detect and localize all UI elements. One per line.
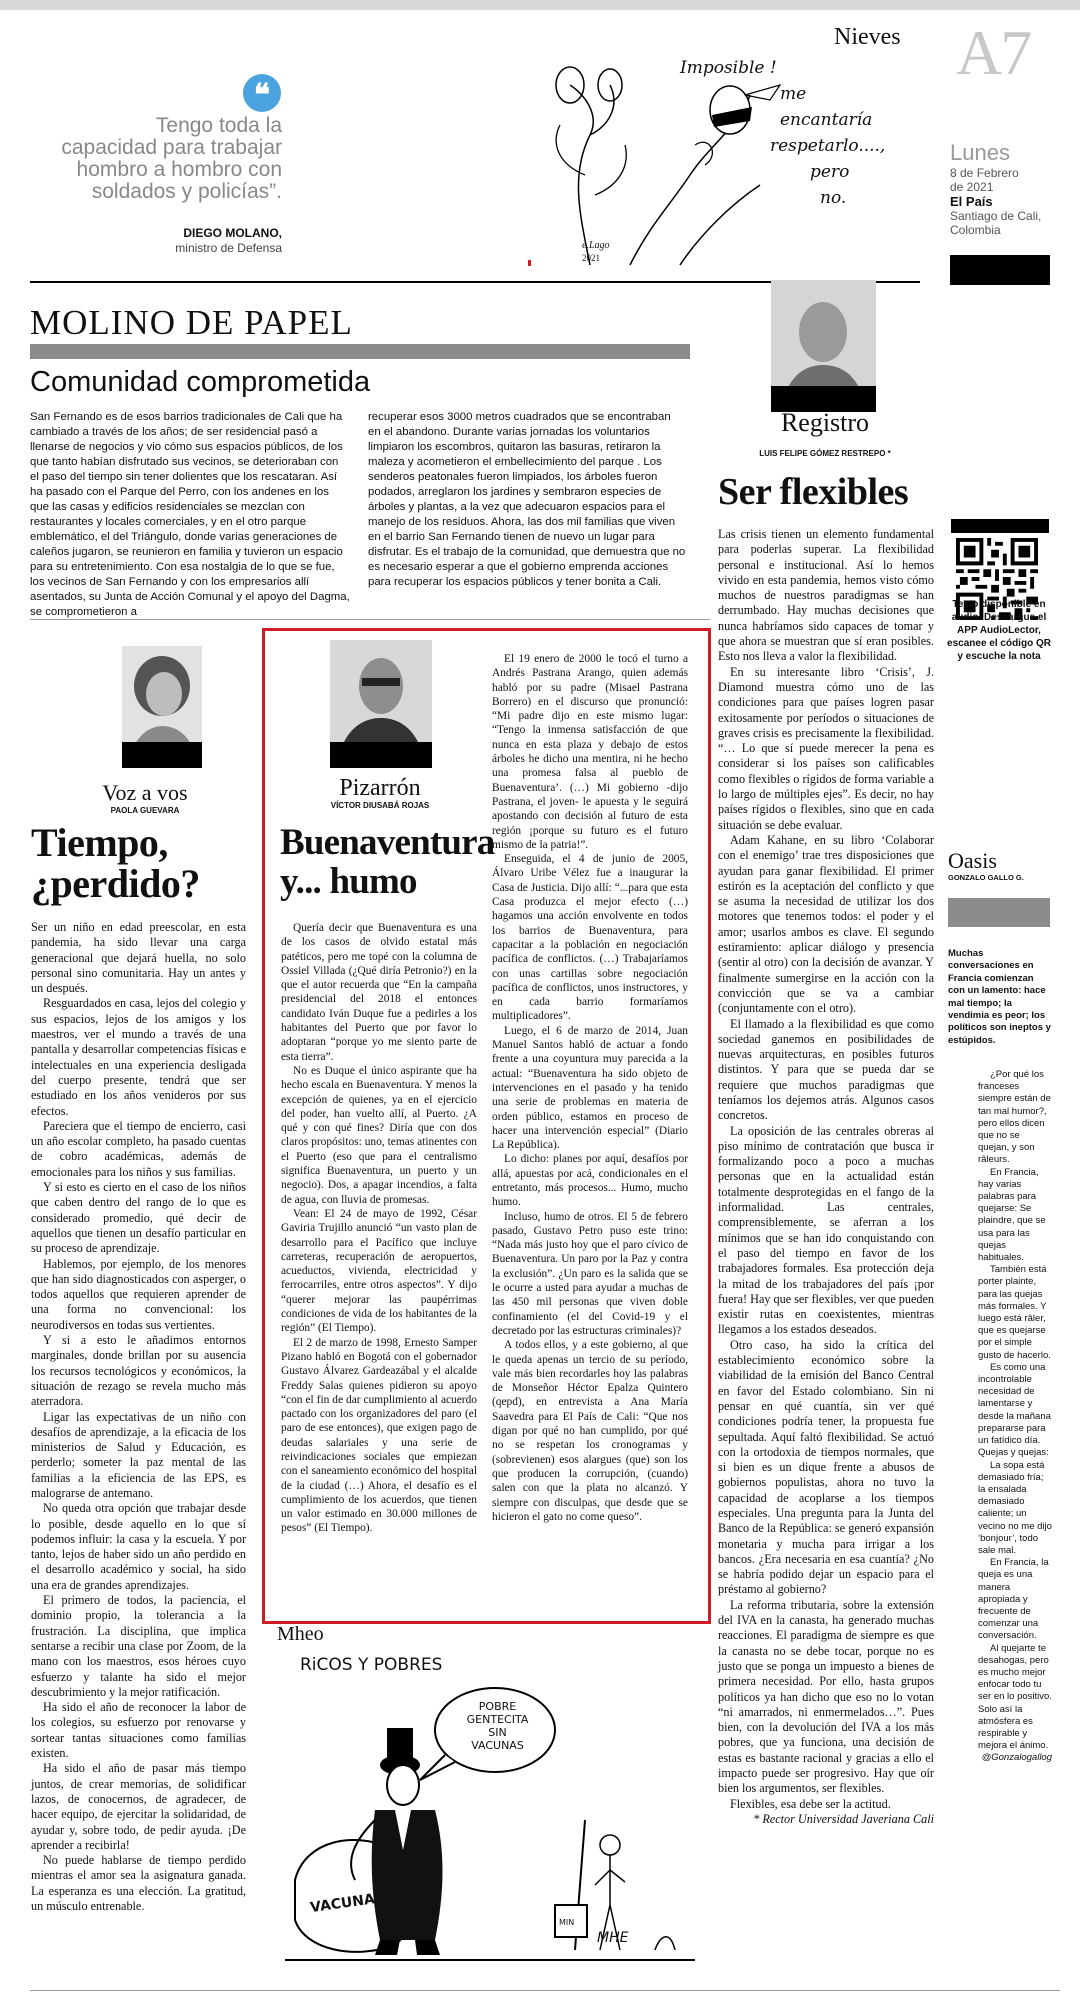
cartoon-text — [680, 55, 900, 211]
voz-paragraph: Ligar las expectativas de un niño con desafíos de aprendizaje, a la eficacia de los ministerios de Salud y Educación, es perderlo; someter la paz mental de las familias a la eficiencia de las EPS, es malograrse de antemano. — [31, 1409, 246, 1500]
cartoon-line: Imposible ! — [680, 58, 777, 78]
quote-line: soldados y policías”. — [91, 180, 282, 203]
quote-line: capacidad para trabajar — [61, 136, 282, 159]
voz-paragraph: Y si a esto le añadimos entornos marginales, donde brillan por su ausencia los recursos tecnológicos y económicos, la situación de rezago se revela mucho más aterradora. — [31, 1333, 246, 1409]
voz-paragraph: Y si esto es cierto en el caso de los niños que caben dentro del rango de lo que es considerado promedio, qué decir de aquellos que tienen un desafío particular en su proceso de aprendizaje. — [31, 1180, 246, 1256]
section-grey-bar — [30, 344, 690, 359]
registro-paragraph: Las crisis tienen un elemento fundamental para poderlas superar. La flexibilidad personal e institucional. Así lo hemos vivido en esta pandemia, hemos visto cómo muchos de nuestros paradigmas se han derrumbado. Hay muchas decisiones que nunca habríamos sido capaces de tomar y que ahora se muestran que sí eran posibles. Esto nos lleva a valor la flexibilidad. — [718, 527, 934, 664]
section-title: MOLINO DE PAPEL — [30, 303, 353, 342]
cartoon-line: me — [780, 84, 807, 104]
red-dot — [528, 260, 531, 266]
registro-paragraph: El llamado a la flexibilidad es que como sociedad ganemos en posibilidades de nuevas arquitecturas, en posibles futuros distintos. Y para que se pueda dar se requiere que muchos paradigmas que teníamos los dejemos atrás. Algunos casos concretos. — [718, 1016, 934, 1123]
pizarron-paragraph: Incluso, humo de otros. El 5 de febrero pasado, Gustavo Petro puso este trino: “Nada más justo hoy que el paro cívico de Buenaventura. Un paro por la Paz y contra la exclusión”. ¿Un paro es la salida que se le ocurre a usted para ayudar a muchas de las 450 mil personas que viven doble confinamiento (el del Covid-19 y el decretado por las estructuras criminales)? — [492, 1210, 688, 1337]
qr-caption: Texto disponible en audio. Descargue el APP AudioLector, escanee el código QR y escuche la nota — [947, 599, 1051, 662]
oasis-paragraph: También está porter plainte, para las quejas más formales. Y luego está râler, que es quejarse por el simple gusto de hacerlo. — [978, 1264, 1051, 1361]
molino-bottom-rule — [30, 619, 710, 620]
page-number: A7 — [956, 17, 1031, 88]
cartoon-line: pero — [810, 162, 850, 182]
black-bar-sidebar — [951, 519, 1049, 533]
pizarron-paragraph: Quería decir que Buenaventura es una de los casos de olvido estatal más patéticos, pero me topé con la columna de Ossiel Villada (¿Qué diría Petronio?) en la que el autor recuerda que “En la campaña presidencial del 2018 el entonces candidato Iván Duque fue a pedirles a los habitantes del Puerto que por favor lo adoptaran “porque yo me siento parte de esta tierra”. — [281, 922, 477, 1063]
pizarron-paragraph: El 19 enero de 2000 le tocó el turno a Andrés Pastrana Arango, quien además habló por su padre (Misael Pastrana Borrero) en el discurso que pronunció: “Mi padre dijo en este mismo lugar: “Tengo la inmensa satisfacción de que nunca en esta plaza y debajo de estos árboles he dicho una mentira, ni he hecho una promesa falsa al pueblo de Buenaventura’. (…) Mi gobierno -dijo Pastrana, el joven- le apuesta y le seguirá apostando con decisión al futuro de esta región ¡porque su futuro es el futuro mismo de la patria!”. — [492, 653, 688, 851]
oasis-lead: Muchas conversaciones en Francia comienzan con un lamento: hace mal tiempo; la vendimia es peor; los políticos son ineptos y estúpidos. — [948, 948, 1051, 1046]
voz-paragraph: No puede hablarse de tiempo perdido mientras el amor sea la asignatura ganada. La esperanza es una elección. La gratitud, un músculo entrenable. — [31, 1853, 246, 1913]
oasis-paragraph: ¿Por qué los franceses siempre están de tan mal humor?, pero ellos dicen que no se quejan, y son râleurs. — [978, 1069, 1051, 1166]
molino-col-1: San Fernando es de esos barrios tradicionales de Cali que ha cambiado a través de los años; de ser residencial pasó a llenarse de negocios y vio cómo sus espacios públicos, de los que tanto habían disfrutado sus vecinos, se deterioraban con el paso del tiempo sin tener dolientes que los rescataran. Así ha pasado con el Parque del Perro, con los andenes en los que las casas y edificios residenciales se mezclan con restaurantes y locales comerciales, y en el otro parque emblemático, el del Triángulo, donde varias generaciones de caleños jugaron, se reunieron en familia y tuvieron un espacio para su entretenimiento. Con esa nostalgia de lo que se fue, los vecinos de San Fernando y con los empresarios allí asentados, su Junta de Acción Comunal y el apoyo del Dagma, se comprometieron a — [30, 411, 350, 618]
voz-headline-line: Tiempo, — [31, 820, 168, 865]
oasis-body — [978, 1069, 1052, 1765]
registro-paragraph: Flexibles, esa debe ser la actitud. — [730, 1796, 891, 1811]
registro-paragraph: En su interesante libro ‘Crisis’, J. Diamond muestra cómo uno de las condiciones para que países logren pasar exitosamente por períodos o situaciones de graves crisis es precisamente la flexibilidad. “… Lo que sí puede merecer la pena es considerar si los países son calificables como flexibles o rígidos de forma variable a lo largo de múltiples ejes”. Es decir, no hay países rígidos o flexibles, sino que en cada situación se debe evaluar. — [718, 664, 934, 832]
molino-headline: Comunidad comprometida — [30, 366, 371, 398]
oasis-author: GONZALO GALLO G. — [948, 873, 1024, 882]
registro-paragraph: La oposición de las centrales obreras al piso mínimo de contratación que busca ir formalizando poco a poco a muchas personas que en la actualidad están totalmente desprotegidas en el fango de la informalidad. Las centrales, comprensiblemente, se aferran a los mínimos que se han ido conquistando con el paso del tiempo en favor de los trabajadores formales. Esa protección deja la mitad de los trabajadores del país ¡por fuera! Hay que ser flexibles, ver que pueden existir rutas en coexistentes, mientras llegamos a los estados deseados. — [718, 1123, 934, 1337]
voz-paragraph: Ha sido el año de pasar más tiempo juntos, de crear memorias, de solidificar lazos, de conocernos, de agradecer, de hacer equipo, de ejercitar la solidaridad, de ayudar y, sobre todo, de pedir ayuda. ¡De aprender a recibirla! — [31, 1761, 246, 1852]
paper-name: El País — [950, 194, 993, 209]
bubble-line: VACUNAS — [471, 1739, 524, 1752]
cartoon-line: no. — [820, 188, 847, 208]
footer-rule — [30, 1990, 1060, 1991]
mheo-drawing — [275, 1650, 705, 1970]
voz-paragraph: Ser un niño en edad preescolar, en esta pandemia, ha sido llevar una carga generacional que dejará huella, no solo personal sino comunitaria. Hay un antes y un después. — [31, 920, 246, 996]
pizarron-author: VÍCTOR DIUSABÁ ROJAS — [330, 801, 430, 810]
pizarron-paragraph: El 2 de marzo de 1998, Ernesto Samper Pizano habló en Bogotá con el gobernador Gustavo Álvarez Gardeazábal y el alcalde Freddy Salas quienes pidieron su apoyo “con el fin de dar cumplimiento al acuerdo pactado con los organizadores del paro (el paro de ese entonces), que exigen pago de deudas salariales y una serie de reivindicaciones sociales que empiezan con el saneamiento económico del hospital de la ciudad (…) Ahora, el desafío es el cumplimiento de los acuerdos, que tienen un valor estimado en 30.000 millones de pesos” (El Tiempo). — [281, 1336, 477, 1535]
cartoon-line: encantaría — [780, 110, 873, 130]
voz-headline — [31, 822, 200, 904]
voz-paragraph: Pareciera que el tiempo de encierro, casi un año escolar completo, ha pasado cuentas de cobro académicas, además de emocionales para los niños y sus familias. — [31, 1118, 246, 1179]
pizarron-headline-line: y... humo — [280, 861, 417, 902]
voz-paragraph: Ha sido el año de reconocer la labor de los colegios, su esfuerzo por renovarse y sortear tantas situaciones como familias existen. — [31, 1700, 246, 1761]
quote-author: DIEGO MOLANO, — [183, 226, 282, 240]
voz-paragraph: No queda otra opción que trabajar desde lo posible, desde aquello en lo que sí podemos influir: la casa y la escuela. Y por tanto, lejos de haber sido un año perdido en el desarrollo académico y social, ha sido una era de grandes aprendizajes. — [31, 1501, 246, 1592]
voz-body — [31, 920, 246, 1914]
pizarron-paragraph: No es Duque el único aspirante que ha hecho escala en Buenaventura. Y menos la excepción de quienes, ya en el ejercicio del poder, han vuelto allí, al Puerto. ¿A qué y con qué fines? Diría que con dos claros propósitos: uno, temas atinentes con el Puerto (eso que para el centralismo significa Buenaventura, un puerto y un negocio). Dos, a apagar incendios, a falta de agua, con lluvia de promesas. — [281, 1064, 477, 1206]
bubble-line: GENTECITA — [466, 1713, 529, 1726]
oasis-paragraph: Al quejarte te desahogas, pero es mucho mejor enfocar todo tu ser en lo positivo. Solo así la atmósfera es respirable y mejora el ánimo. — [978, 1642, 1052, 1752]
top-cartoon — [530, 55, 900, 275]
cartoon-line: respetarlo...., — [770, 136, 886, 156]
quote-icon: ❝ — [243, 74, 281, 112]
quote-block — [20, 115, 282, 203]
oasis-grey-bar — [948, 898, 1050, 927]
pizarron-headline-line: Buenaventura — [280, 822, 495, 863]
pizarron-headline — [280, 823, 494, 901]
pizarron-photo — [330, 640, 432, 768]
pizarron-paragraph: Vean: El 24 de mayo de 1992, César Gaviria Trujillo anunció “un vasto plan de desarrollo para el Pacífico que incluye carreteras, recuperación de aeropuertos, acueductos, vivienda, electricidad y ferrocarriles, entre otros aspectos”. Y dijo “querer mejorar las paupérrimas condiciones de vida de los habitantes de la región” (El Tiempo). — [281, 1207, 477, 1335]
mheo-title: RiCOS Y POBRES — [300, 1655, 443, 1675]
registro-paragraph: Adam Kahane, en su libro ‘Colaborar con el enemigo’ trae tres disposiciones que ayudan para ganar flexibilidad. El primer estirón es la aceptación del conflicto y que se asuma la necesidad de utilizar los dos motores que tenemos todos: el poder y el amor; usarlos ambos es clave. El segundo estiramiento: aplicar diálogo y presencia (sentir al otro) con la decisión de avanzar. Y finalmente sumergirse en la acción con la convicción que se va a cambiar (conjuntamente con el otro). — [718, 832, 934, 1016]
voz-headline-line: ¿perdido? — [31, 861, 200, 906]
mheo-signature: MHE — [597, 1930, 629, 1946]
oasis-paragraph: En Francia, la queja es una manera apropiada y frecuente de comenzar una conversación. — [978, 1557, 1049, 1642]
registro-body — [718, 527, 934, 1827]
voz-paragraph: El primero de todos, la paciencia, el dominio propio, la tolerancia a la frustración. La disciplina, que implica sentarse a recibir una clase por Zoom, de la mano con los maestros, esos héroes cuyo esfuerzo y talante ha sido el mejor descubrimiento y la mejor ratificación. — [31, 1593, 246, 1699]
voz-photo — [122, 646, 202, 768]
date-line-1: 8 de Febrero — [950, 166, 1019, 180]
mheo-bubble-text — [450, 1700, 545, 1752]
bubble-line: POBRE — [478, 1700, 517, 1713]
quote-line: Tengo toda la — [155, 114, 282, 137]
top-border — [0, 0, 1080, 10]
city-line-2: Colombia — [950, 223, 1001, 237]
registro-author: LUIS FELIPE GÓMEZ RESTREPO * — [759, 449, 891, 458]
mheo-label: Mheo — [277, 1623, 324, 1645]
oasis-paragraph: En Francia, hay varias palabras para quejarse: Se plaindre, que se usa para las quejas habituales. — [978, 1166, 1046, 1264]
pizarron-col-2 — [492, 652, 688, 1524]
registro-footnote: * Rector Universidad Javeriana Cali — [753, 1811, 934, 1826]
cartoon-year: 2021 — [582, 253, 600, 263]
pizarron-paragraph: Lo dicho: planes por aquí, desafíos por allá, apuestas por acá, condicionales en el entretanto, más procesos... Humo, mucho humo. — [492, 1153, 688, 1209]
black-bar-top — [950, 255, 1050, 285]
mheo-cartoon — [275, 1650, 705, 1970]
molino-col-2: recuperar esos 3000 metros cuadrados que se encontraban en el abandono. Durante varias jornadas los voluntarios limpiaron los escombros, quitaron las basuras, retiraron la maleza y acometieron el embellecimiento del parque . Los senderos peatonales fueron limpiados, los árboles fueron podados, arreglaron los jardines y sembraron especies de árboles y plantas, a la vez que adecuaron espacios para el manejo de los residuos. Ahora, las dos mil familias que viven en el barrio San Fernando tienen de nuevo un lugar para disfrutar. Es el trabajo de la comunidad, que demuestra que no es necesario esperar a que el gobierno emprenda acciones para recuperar los espacios públicos y tener bonita a Cali. — [368, 411, 686, 588]
cartoon-signature: e.Lago — [582, 240, 610, 251]
voz-paragraph: Hablemos, por ejemplo, de los menores que han sido diagnosticados con asperger, o todos aquellos que requieren aprender de una forma no convencional: los neurodiversos en todas sus vertientes. — [31, 1256, 246, 1332]
registro-photo — [771, 280, 876, 412]
date-line-2: de 2021 — [950, 180, 994, 194]
registro-paragraph: Otro caso, ha sido la crítica del establecimiento económico sobre la viabilidad de la emisión del Banco Central en favor del Estado colombiano. Sin ni pensar en qué cuantía, sin ver qué condiciones podría tener, la propuesta fue sepultada. Aquí faltó flexibilidad. Se actuó con la ortodoxia de tiempos normales, que si bien es un dique frente a abusos de gobiernos populistas, ahora no tuvo la capacidad de acoplarse a los tiempos especiales. Una pregunta para la Junta del Banco de la República: se generó expansión monetaria y mucha para irrigar a los bancos. ¿Era necesaria en esa cuantía? ¿No se habría podido dejar un espacio para el préstamo al gobierno? — [718, 1337, 934, 1597]
section-name: Nieves — [834, 24, 901, 50]
pizarron-paragraph: Enseguida, el 4 de junio de 2005, Álvaro Uribe Vélez fue a inaugurar la Casa de Justicia. Dijo allí: “...para que esta Casa produzca el mejor efecto (…) hagamos una acción envolvente en todos los barrios de Buenaventura, para capacitar a la población en negociación pacífica de conflictos. (…) Trabajaríamos con unas cartillas sobre negociación pacífica de conflictos, unos instructores, y en cada barrio formaríamos multiplicadores”. — [492, 853, 688, 1023]
pizarron-paragraph: A todos ellos, y a este gobierno, al que le queda apenas un tercio de su período, vale más bien recordarles hoy las palabras de Monseñor Héctor Epalza Quintero (qepd), en entrevista a Ana María Saavedra para El País de Cali: “Que nos digan por qué no han cumplido, por qué no se respetan los cronogramas y (sobrevienen) esos alargues (que) son los que producen la corrupción, (cuando) salen con que la plata no alcanzó. Y siempre con disculpas, que desde que se hicieron el gato no come queso”. — [492, 1339, 688, 1523]
date-block — [950, 140, 1070, 237]
voz-column-name: Voz a vos — [102, 780, 188, 805]
quote-line: hombro a hombro con — [76, 158, 282, 181]
mheo-box-text: MIN — [559, 1918, 575, 1927]
quote-role: ministro de Defensa — [175, 241, 282, 255]
registro-paragraph: La reforma tributaria, sobre la extensión del IVA en la canasta, ha generado muchas reacciones. El paradigma de siempre es que la canasta no se debe tocar, porque no es justo que se ponga un impuesto a bienes de primera necesidad. Por ello, hasta grupos políticos ya han dicho que eso no lo votan “ni amarrados, ni enmermelados…”. Pues bien, con la devolución del IVA a los más pobres, que ya funciona, una decisión de estas es bastante racional y gracias a ello el impacto puede ser progresivo. Hay que oír bien los argumentos, ser flexibles. — [718, 1597, 934, 1796]
oasis-paragraph: Es como una incontrolable necesidad de lamentarse y desde la mañana prepararse para un fatídico día. Quejas y quejas: — [978, 1361, 1051, 1459]
mheo-bag-text: VACUNAS — [309, 1889, 386, 1917]
pizarron-column-name: Pizarrón — [339, 775, 421, 801]
registro-headline: Ser flexibles — [718, 471, 909, 513]
oasis-handle: @Gonzalogallog — [981, 1752, 1052, 1764]
city-line-1: Santiago de Cali, — [950, 209, 1042, 223]
voz-paragraph: Resguardados en casa, lejos del colegio y sus espacios, lejos de los amigos y los maestros, ver el mundo a través de una pantalla y desarrollar competencias físicas e intelectuales en una experiencia desligada del cuerpo presente, tendrá que ser estudiado en los años venideros por sus efectos. — [31, 996, 246, 1118]
pizarron-paragraph: Luego, el 6 de marzo de 2014, Juan Manuel Santos habló de actuar a fondo frente a una coyuntura muy parecida a la actual: “Buenaventura ha sido objeto de intervenciones en el pasado y ha tenido una serie de problemas en materia de orden público, estamos en proceso de hacer una intervención especial” (Diario La República). — [492, 1024, 688, 1152]
oasis-column-name: Oasis — [948, 848, 997, 873]
registro-column-name: Registro — [780, 408, 870, 437]
day: Lunes — [950, 140, 1010, 165]
bubble-line: SIN — [488, 1726, 507, 1739]
voz-author: PAOLA GUEVARA — [110, 806, 180, 815]
oasis-paragraph: La sopa está demasiado fría; la ensalada demasiado caliente; un vecino no me dijo ‘bonjour’, todo sale mal. — [978, 1459, 1052, 1556]
pizarron-col-1 — [281, 921, 477, 1536]
